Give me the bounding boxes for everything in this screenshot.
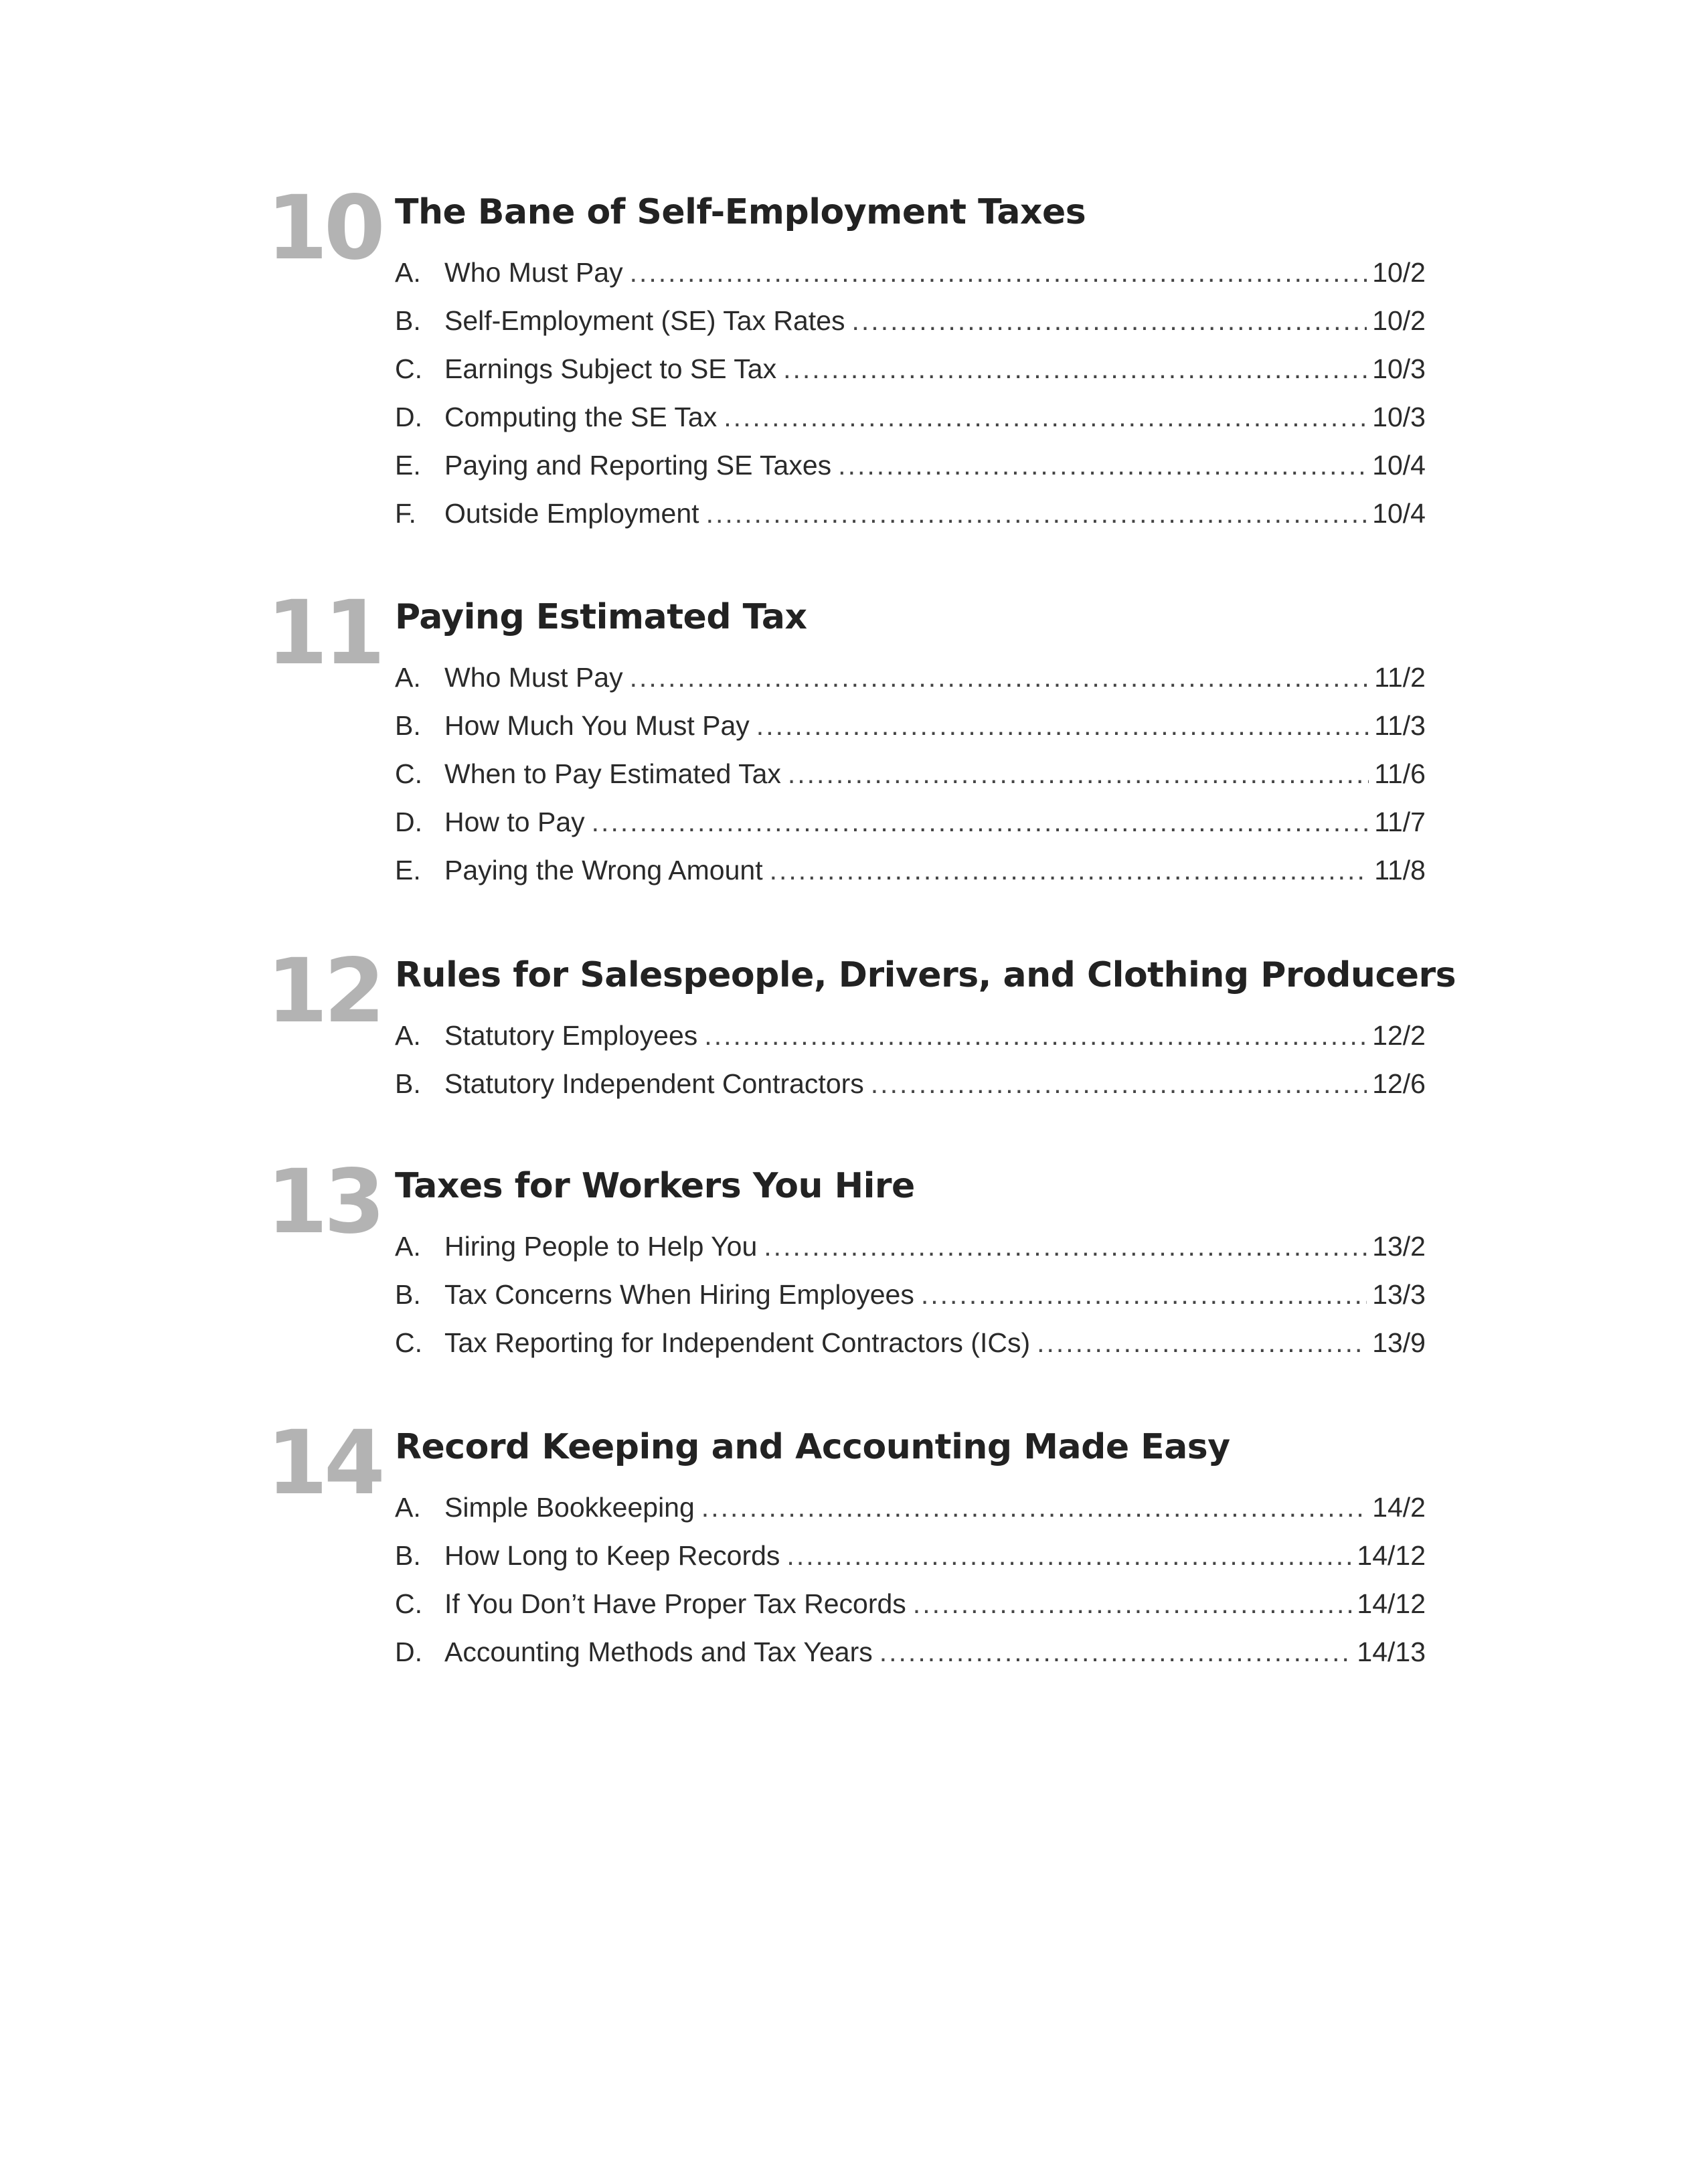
chapter-entries: [395, 1483, 1426, 1676]
toc-entry[interactable]: [395, 701, 1426, 750]
toc-entry[interactable]: [395, 1011, 1426, 1060]
dot-leader: [913, 1580, 1352, 1628]
entry-page: 10/4: [1372, 498, 1426, 529]
dot-leader: [879, 1628, 1352, 1676]
chapter-entries: [395, 653, 1426, 894]
toc-entry[interactable]: [395, 1531, 1426, 1580]
entry-letter: D.: [395, 807, 422, 837]
toc-entry[interactable]: [395, 345, 1426, 393]
entry-page: 12/2: [1372, 1020, 1426, 1051]
entry-page: 12/6: [1372, 1068, 1426, 1099]
entry-label: Self-Employment (SE) Tax Rates: [444, 305, 845, 336]
dot-leader: [838, 441, 1367, 489]
entry-label: Earnings Subject to SE Tax: [444, 353, 777, 384]
chapter-number: 14: [266, 1412, 382, 1515]
dot-leader: [786, 1531, 1351, 1580]
toc-entry[interactable]: [395, 1628, 1426, 1676]
entry-letter: D.: [395, 402, 422, 432]
entry-letter: D.: [395, 1636, 422, 1667]
chapter-entries: [395, 248, 1426, 537]
entry-page: 14/12: [1357, 1588, 1426, 1619]
chapter-title[interactable]: The Bane of Self-Employment Taxes: [395, 192, 1086, 232]
toc-entry[interactable]: [395, 1270, 1426, 1319]
entry-letter: E.: [395, 855, 421, 886]
entry-page: 13/3: [1372, 1279, 1426, 1310]
entry-label: How to Pay: [444, 807, 585, 837]
chapter-number: 13: [266, 1151, 382, 1254]
entry-label: Statutory Employees: [444, 1020, 698, 1051]
entry-label: Simple Bookkeeping: [444, 1492, 695, 1523]
toc-entry[interactable]: [395, 393, 1426, 441]
toc-entry[interactable]: [395, 1483, 1426, 1531]
entry-page: 10/2: [1372, 257, 1426, 288]
chapter-title[interactable]: Record Keeping and Accounting Made Easy: [395, 1427, 1230, 1467]
chapter-title[interactable]: Taxes for Workers You Hire: [395, 1166, 915, 1206]
entry-page: 10/3: [1372, 402, 1426, 432]
toc-entry[interactable]: [395, 441, 1426, 489]
entry-label: How Long to Keep Records: [444, 1540, 780, 1571]
toc-entry[interactable]: [395, 1060, 1426, 1108]
dot-leader: [706, 489, 1367, 537]
dot-leader: [770, 846, 1369, 894]
entry-letter: A.: [395, 1492, 421, 1523]
dot-leader: [852, 297, 1367, 345]
entry-letter: B.: [395, 1279, 421, 1310]
dot-leader: [788, 750, 1369, 798]
dot-leader: [630, 653, 1369, 701]
dot-leader: [630, 248, 1367, 297]
dot-leader: [783, 345, 1367, 393]
entry-page: 11/7: [1374, 807, 1426, 837]
entry-label: Tax Reporting for Independent Contractors (ICs): [444, 1327, 1031, 1358]
dot-leader: [921, 1270, 1367, 1319]
chapter-title[interactable]: Rules for Salespeople, Drivers, and Clothing Producers: [395, 955, 1456, 995]
entry-letter: C.: [395, 1588, 422, 1619]
toc-entry[interactable]: [395, 1222, 1426, 1270]
dot-leader: [701, 1483, 1367, 1531]
entry-page: 10/2: [1372, 305, 1426, 336]
dot-leader: [1037, 1319, 1367, 1367]
toc-entry[interactable]: [395, 750, 1426, 798]
entry-label: Who Must Pay: [444, 257, 623, 288]
entry-page: 14/13: [1357, 1636, 1426, 1667]
entry-label: Statutory Independent Contractors: [444, 1068, 864, 1099]
dot-leader: [724, 393, 1367, 441]
toc-entry[interactable]: [395, 798, 1426, 846]
entry-letter: A.: [395, 662, 421, 693]
entry-label: Hiring People to Help You: [444, 1231, 758, 1262]
entry-label: Tax Concerns When Hiring Employees: [444, 1279, 914, 1310]
entry-label: Paying and Reporting SE Taxes: [444, 450, 832, 481]
dot-leader: [871, 1060, 1367, 1108]
entry-label: Paying the Wrong Amount: [444, 855, 763, 886]
toc-entry[interactable]: [395, 1580, 1426, 1628]
entry-letter: A.: [395, 257, 421, 288]
chapter-title[interactable]: Paying Estimated Tax: [395, 597, 807, 637]
toc-entry[interactable]: [395, 297, 1426, 345]
chapter-entries: [395, 1011, 1426, 1108]
toc-entry[interactable]: [395, 653, 1426, 701]
toc-entry[interactable]: [395, 1319, 1426, 1367]
entry-label: Who Must Pay: [444, 662, 623, 693]
entry-letter: F.: [395, 498, 416, 529]
entry-label: How Much You Must Pay: [444, 710, 750, 741]
toc-entry[interactable]: [395, 846, 1426, 894]
entry-letter: A.: [395, 1231, 421, 1262]
entry-label: When to Pay Estimated Tax: [444, 758, 781, 789]
toc-entry[interactable]: [395, 489, 1426, 537]
toc-entry[interactable]: [395, 248, 1426, 297]
entry-label: Accounting Methods and Tax Years: [444, 1636, 873, 1667]
entry-label: Outside Employment: [444, 498, 699, 529]
entry-label: If You Don’t Have Proper Tax Records: [444, 1588, 906, 1619]
entry-letter: C.: [395, 758, 422, 789]
entry-letter: B.: [395, 305, 421, 336]
entry-page: 10/4: [1372, 450, 1426, 481]
entry-page: 14/12: [1357, 1540, 1426, 1571]
entry-page: 14/2: [1372, 1492, 1426, 1523]
entry-label: Computing the SE Tax: [444, 402, 718, 432]
entry-page: 11/3: [1374, 710, 1426, 741]
entry-letter: A.: [395, 1020, 421, 1051]
chapter-number: 12: [266, 940, 382, 1043]
entry-page: 11/8: [1374, 855, 1426, 886]
entry-letter: B.: [395, 1540, 421, 1571]
entry-letter: C.: [395, 353, 422, 384]
entry-letter: B.: [395, 1068, 421, 1099]
dot-leader: [756, 701, 1369, 750]
chapter-entries: [395, 1222, 1426, 1367]
entry-page: 13/9: [1372, 1327, 1426, 1358]
dot-leader: [704, 1011, 1367, 1060]
entry-letter: B.: [395, 710, 421, 741]
entry-page: 11/2: [1374, 662, 1426, 693]
dot-leader: [592, 798, 1369, 846]
dot-leader: [764, 1222, 1367, 1270]
entry-page: 13/2: [1372, 1231, 1426, 1262]
chapter-number: 11: [266, 582, 382, 685]
entry-letter: E.: [395, 450, 421, 481]
entry-page: 10/3: [1372, 353, 1426, 384]
entry-page: 11/6: [1374, 758, 1426, 789]
entry-letter: C.: [395, 1327, 422, 1358]
chapter-number: 10: [266, 177, 382, 280]
